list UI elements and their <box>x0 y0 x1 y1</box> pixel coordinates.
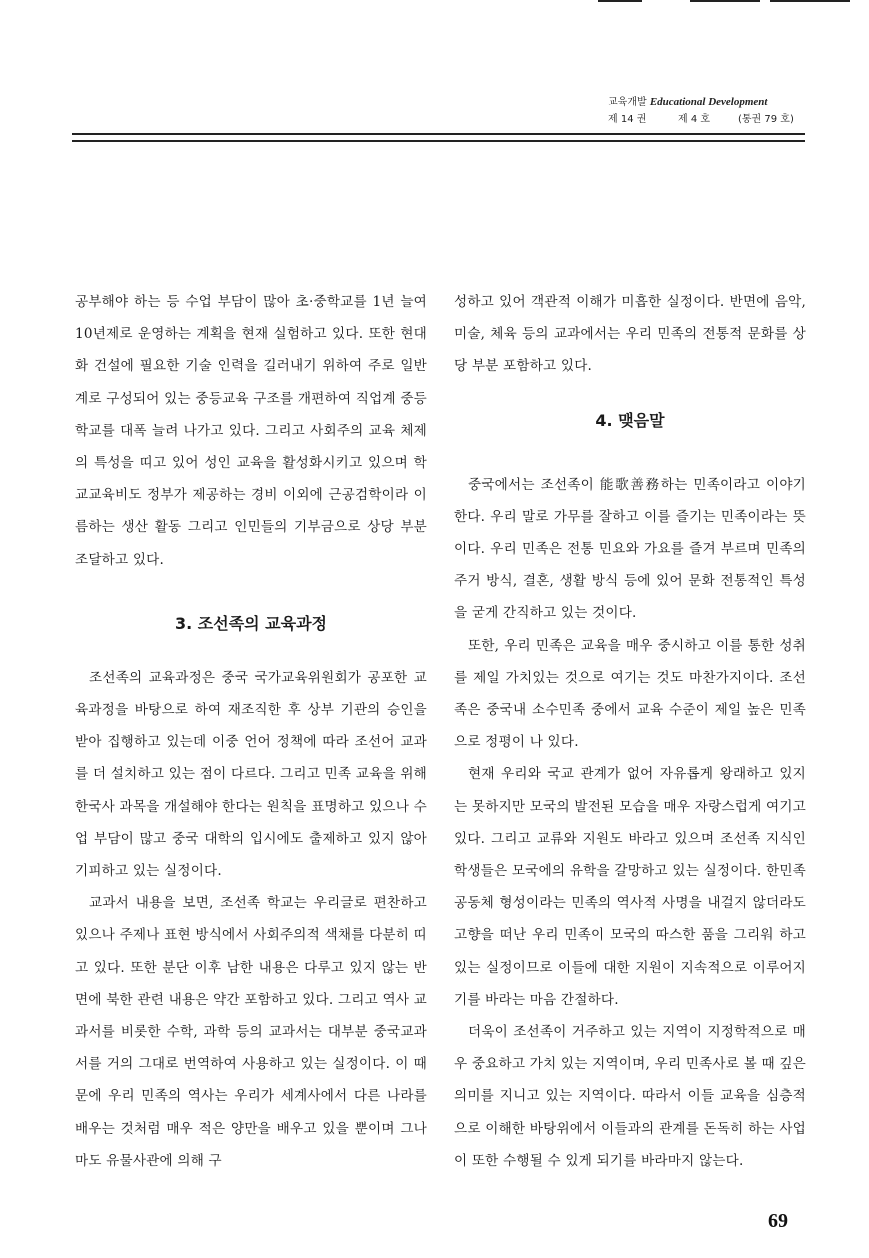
left-column <box>75 286 427 1177</box>
right-column <box>454 286 806 1177</box>
issue-info <box>608 111 808 128</box>
journal-title-ko: 교육개발 <box>608 97 647 108</box>
section-heading: 4. 맺음말 <box>595 410 665 430</box>
paragraph: 더욱이 조선족이 거주하고 있는 지역이 지정학적으로 매우 중요하고 가치 있는 지역이며, 우리 민족사로 볼 때 깊은 의미를 지니고 있는 지역이다. 따라서 이들 교육을 심층적으로 이해한 바탕위에서 이들과의 관계를 돈독히 하는 사업이 또한 수행될 수 있게 되기를 바라마지 않는다. <box>454 1024 806 1169</box>
paragraph: 중국에서는 조선족이 能歌善務하는 민족이라고 이야기 한다. 우리 말로 가무를 잘하고 이를 즐기는 민족이라는 뜻이다. 우리 민족은 전통 민요와 가요를 즐겨 부르며 민족의 주거 방식, 결혼, 생활 방식 등에 있어 문화 전통적인 특성을 굳게 간직하고 있는 것이다. <box>454 476 806 622</box>
paragraph: 공부해야 하는 등 수업 부담이 많아 초·중학교를 1년 늘여 10년제로 운영하는 계획을 현재 실험하고 있다. 또한 현대화 건설에 필요한 기술 인력을 길러내기 위하여 주로 일반계로 구성되어 있는 중등교육 구조를 개편하여 직업계 중등학교를 대폭 늘려 나가고 있다. 그리고 사회주의 교육 체제의 특성을 띠고 있어 성인 교육을 활성화시키고 있으며 학교교육비도 정부가 제공하는 경비 이외에 근공검학이라 이름하는 생산 활동 그리고 인민들의 기부금으로 상당 부분 조달하고 있다. <box>75 294 427 568</box>
paragraph: 성하고 있어 객관적 이해가 미흡한 실정이다. 반면에 음악, 미술, 체육 등의 교과에서는 우리 민족의 전통적 문화를 상당 부분 포함하고 있다. <box>454 294 806 375</box>
page-number: 69 <box>768 1210 788 1232</box>
section-heading: 3. 조선족의 교육과정 <box>175 613 327 633</box>
top-edge-mark <box>598 0 642 2</box>
paragraph: 교과서 내용을 보면, 조선족 학교는 우리글로 편찬하고 있으나 주제나 표현 방식에서 사회주의적 색채를 다분히 띠고 있다. 또한 분단 이후 남한 내용은 다루고 있지 않는 반면에 북한 관련 내용은 약간 포함하고 있다. 그리고 역사 교과서를 비롯한 수학, 과학 등의 교과서는 대부분 중국교과서를 거의 그대로 번역하여 사용하고 있는 실정이다. 이 때문에 우리 민족의 역사는 우리가 세계사에서 다른 나라를 배우는 것처럼 매우 적은 양만을 배우고 있을 뿐이며 그나마도 유물사관에 의해 구 <box>75 895 427 1169</box>
paragraph: 또한, 우리 민족은 교육을 매우 중시하고 이를 통한 성취를 제일 가치있는 것으로 여기는 것도 마찬가지이다. 조선족은 중국내 소수민족 중에서 교육 수준이 제일 높은 민족으로 정평이 나 있다. <box>454 637 806 751</box>
spacer <box>75 640 427 662</box>
top-edge-mark <box>770 0 850 2</box>
journal-title-en: Educational Development <box>649 96 768 108</box>
issue-label: 제 4 호 <box>678 114 711 125</box>
spacer <box>454 383 806 405</box>
total-issue-label: (통권 79 호) <box>738 114 794 125</box>
header-rule <box>72 133 805 142</box>
spacer <box>454 437 806 469</box>
paragraph: 현재 우리와 국교 관계가 없어 자유롭게 왕래하고 있지는 못하지만 모국의 발전된 모습을 매우 자랑스럽게 여기고 있다. 그리고 교류와 지원도 바라고 있으며 조선족 지식인 학생들은 모국에의 유학을 갈망하고 있는 실정이다. 한민족 공동체 형성이라는 민족의 역사적 사명을 내걸지 않더라도 고향을 떠난 우리 민족이 모국의 따스한 품을 그리워 하고 있는 실정이므로 이들에 대한 지원이 지속적으로 이루어지기를 바라는 마음 간절하다. <box>454 766 806 1008</box>
volume-label: 제 14 권 <box>608 114 647 125</box>
journal-title <box>608 94 808 111</box>
top-edge-mark <box>690 0 760 2</box>
running-header <box>608 94 808 128</box>
spacer <box>75 576 427 608</box>
paragraph: 조선족의 교육과정은 중국 국가교육위원회가 공포한 교육과정을 바탕으로 하여 재조직한 후 상부 기관의 승인을 받아 집행하고 있는데 이중 언어 정책에 따라 조선어 교과를 더 설치하고 있는 점이 다르다. 그리고 민족 교육을 위해 한국사 과목을 개설해야 한다는 원칙을 표명하고 있으나 수업 부담이 많고 중국 대학의 입시에도 출제하고 있지 않아 기피하고 있는 실정이다. <box>75 669 427 880</box>
